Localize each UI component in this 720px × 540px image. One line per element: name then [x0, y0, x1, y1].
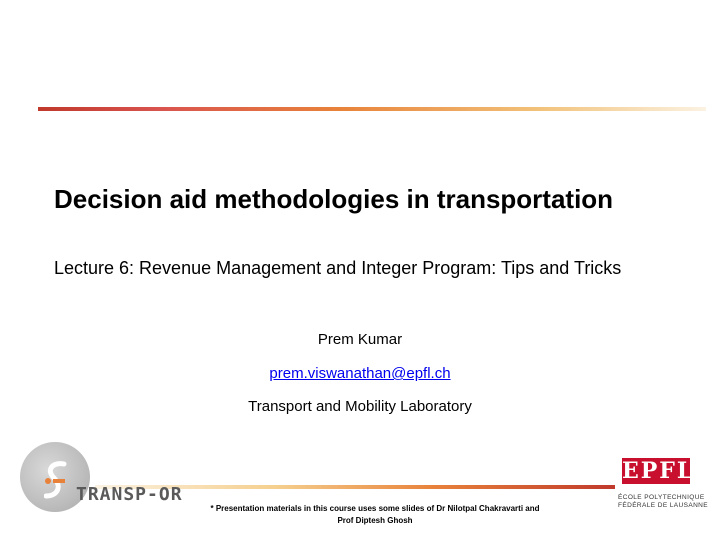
- author-name: Prem Kumar: [317, 331, 403, 348]
- footnote: [205, 503, 545, 527]
- lab-name: Transport and Mobility Laboratory: [248, 398, 472, 415]
- footnote-line2: Prof Diptesh Ghosh: [337, 516, 413, 525]
- transp-or-logo: [20, 440, 183, 522]
- footnote-line1: * Presentation materials in this course uses some slides of Dr Nilotpal Chakravarti and: [210, 504, 540, 513]
- logo-s-icon: [44, 460, 68, 500]
- slide-title: Decision aid methodologies in transportation: [54, 184, 614, 214]
- epfl-logo-line1: ÉCOLE POLYTECHNIQUE: [618, 494, 705, 501]
- epfl-logo: [614, 458, 710, 518]
- top-divider-line: [38, 107, 706, 111]
- transp-or-logo-text: TRANSP-OR: [76, 484, 183, 505]
- epfl-logo-mark: EPFL: [622, 458, 695, 484]
- author-email-link[interactable]: prem.viswanathan@epfl.ch: [269, 365, 451, 382]
- slide-subtitle: Lecture 6: Revenue Management and Integer Program: Tips and Tricks: [54, 258, 622, 278]
- epfl-logo-line2: FÉDÉRALE DE LAUSANNE: [618, 502, 708, 509]
